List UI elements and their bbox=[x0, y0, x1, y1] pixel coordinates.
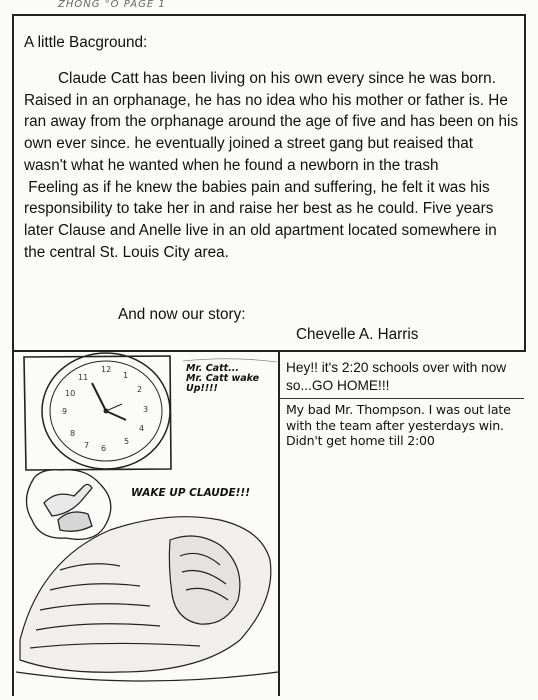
sleeping-student-left bbox=[16, 517, 278, 681]
student-dialogue: My bad Mr. Thompson. I was out late with the team after yesterdays win. Didn't get home till 2:00 bbox=[286, 402, 511, 448]
svg-text:11: 11 bbox=[78, 373, 89, 382]
story-line: And now our story: bbox=[118, 306, 246, 323]
clock-panel-frame bbox=[24, 356, 171, 470]
svg-text:12: 12 bbox=[101, 365, 112, 374]
svg-text:7: 7 bbox=[84, 441, 90, 450]
intro-heading: A little Bacground: bbox=[24, 34, 148, 51]
svg-text:5: 5 bbox=[124, 437, 130, 446]
intro-body: Claude Catt has been living on his own every since he was born. Raised in an orphanage, he has no idea who his mother or father is. He ran away from the orphanage around the age of five and has been on his own ever since. he eventually joined a street gang but reaised that wasn't what he wanted when he found a newborn in the trash Feeling as if he knew the babies pain and suffering, he felt it was his responsibility to take her in and raise her best as he could. Five years later Clause and Anelle live in an old apartment located somewhere in the central St. Louis City area. bbox=[24, 70, 519, 261]
svg-text:9: 9 bbox=[62, 407, 68, 416]
svg-text:2: 2 bbox=[137, 385, 143, 394]
teacher-dialogue: Hey!! it's 2:20 schools over with now so...GO HOME!!! bbox=[286, 360, 507, 393]
svg-text:1: 1 bbox=[123, 371, 129, 380]
page-header-scrawl: ZHONG °O PAGE 1 bbox=[58, 0, 166, 10]
svg-text:3: 3 bbox=[143, 405, 149, 414]
speech-bubble-teacher: Mr. Catt... Mr. Catt wake Up!!!! bbox=[186, 363, 260, 394]
svg-text:8: 8 bbox=[70, 429, 76, 438]
author-name: Chevelle A. Harris bbox=[296, 326, 419, 343]
caption-separator bbox=[278, 398, 524, 399]
shout-caption: WAKE UP CLAUDE!!! bbox=[131, 487, 251, 499]
svg-text:10: 10 bbox=[65, 389, 76, 398]
svg-text:6: 6 bbox=[101, 444, 107, 453]
svg-text:4: 4 bbox=[139, 424, 145, 433]
